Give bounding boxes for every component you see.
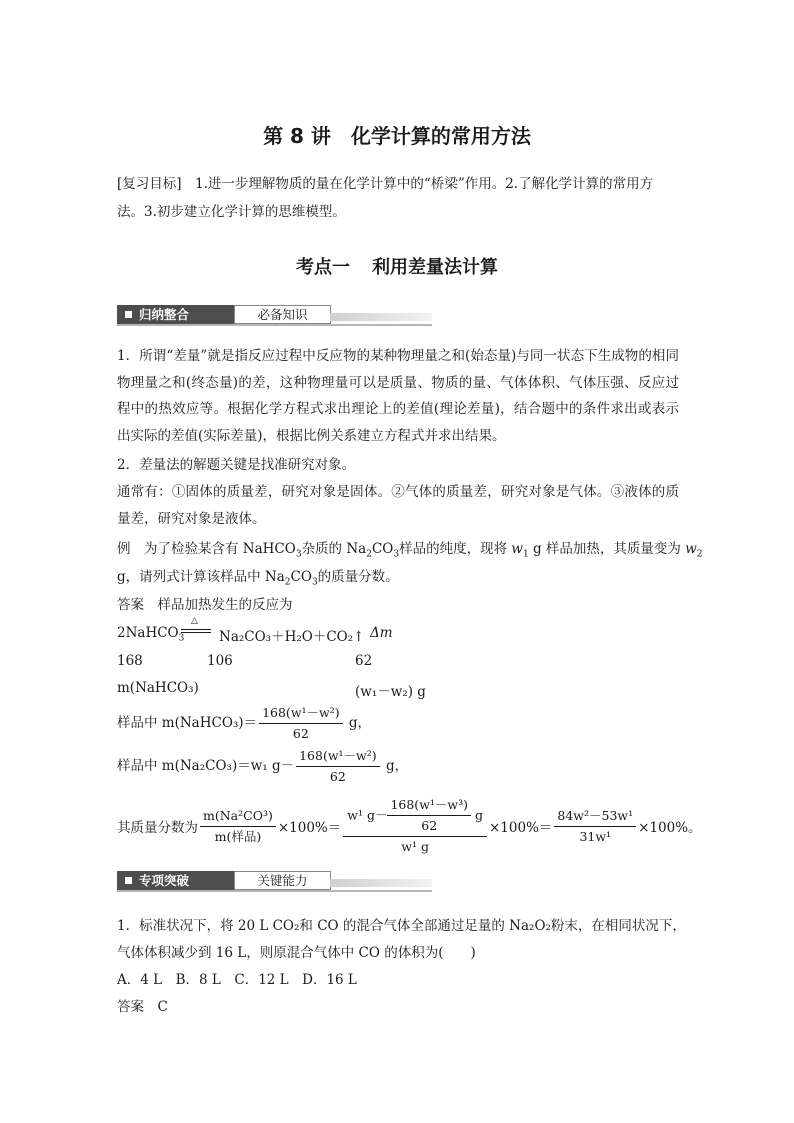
paragraph-definition: 1．所谓“差量”就是指反应过程中反应物的某种物理量之和(始态量)与同一状态下生成物的相同物理量之和(终态量)的差，这种物理量可以是质量、物质的量、气体体积、气体压强、反应过程中的热效应等。根据化学方程式求出理论上的差值(理论差量)，结合题中的条件求出或表示出实际的差值(实际差量)，根据比例关系建立方程式并求出结果。 — [117, 348, 679, 444]
section-title — [0, 253, 794, 279]
var-mass-nahco3: m(NaHCO₃) — [117, 680, 199, 696]
question-1-options: A．4 L B．8 L C．12 L D．16 L — [117, 972, 357, 988]
bar-gradient-rule — [330, 879, 432, 887]
bar-light-label: 必备知识 — [234, 305, 331, 324]
molar-mass-106: 106 — [207, 653, 233, 669]
objectives-line-1: [复习目标] 1.进一步理解物质的量在化学计算中的“桥梁”作用。2.了解化学计算的常用方 — [117, 176, 654, 192]
equation-delta: Δm — [370, 625, 393, 641]
bar-dark-label: 专项突破 — [117, 871, 234, 890]
section-bar-practice — [117, 869, 432, 893]
example-line-1: 例 为了检验某含有 NaHCO$_3$杂质的 $Na_2CO_3$样品的纯度，现将 $w_1$ g 样品加热，其质量变为 $w_2$ — [117, 541, 703, 560]
bar-light-label: 关键能力 — [234, 871, 331, 890]
bar-gradient-rule — [330, 313, 432, 321]
bar-dark-label: 归纳整合 — [117, 305, 234, 324]
title-lecture-number: 第 8 讲 — [263, 124, 331, 148]
objectives-line-2: 法。3.初步建立化学计算的思维模型。 — [117, 204, 346, 220]
calc-na2co3-mass: 样品中 m(Na₂CO₃)＝w₁ g－ $\frac{\text{168(w¹－w²)}}{62}$ g， — [117, 748, 409, 784]
molar-mass-168: 168 — [117, 653, 143, 669]
var-mass-diff: (w₁－w₂) g — [355, 684, 426, 700]
calc-nahco3-mass: 样品中 m(NaHCO₃)＝ $\frac{\text{168(w¹－w²)}}{62}$ g， — [117, 705, 372, 741]
question-1-line-1: 1．标准状况下，将 20 L CO₂和 CO 的混合气体全部通过足量的 Na₂O₂粉末，在相同状况下， — [117, 918, 686, 934]
answer-label: 答案 — [117, 999, 144, 1015]
answer-value: C — [157, 999, 168, 1015]
question-1-line-2: 气体体积减少到 16 L，则原混合气体中 CO 的体积为( ) — [117, 945, 476, 961]
paragraph-key-point: 2．差量法的解题关键是找准研究对象。 — [117, 457, 356, 473]
reaction-arrow — [181, 616, 211, 636]
equation-right: Na₂CO₃＋H₂O＋CO₂↑ — [219, 629, 365, 645]
molar-mass-62: 62 — [355, 653, 373, 669]
calc-mass-fraction: 其质量分数为 $\frac{\text{m(Na²CO³)}}{\text{m(样品)}}$ ×100%＝ w¹ g－ $\frac{\text{168(w¹－w³)}}{62}$ g w¹ g ×100%＝ $\frac{\text{84w²－53w¹}}{\text{31w¹}}$ ×100%。 — [117, 797, 702, 854]
answer-line: 答案 样品加热发生的反应为 — [117, 597, 293, 613]
question-1-answer — [117, 995, 168, 1015]
page-title — [0, 120, 794, 149]
answer-label: 答案 — [117, 597, 144, 613]
bar-underline — [117, 324, 432, 326]
square-bullet-icon — [125, 877, 132, 884]
section-number: 考点一 — [296, 257, 350, 278]
bar-underline — [117, 890, 432, 892]
heat-condition-icon: △ — [191, 616, 198, 626]
section-topic: 利用差量法计算 — [372, 257, 498, 278]
example-label: 例 — [117, 541, 131, 557]
equation-left: 2NaHCO$_3$ — [117, 625, 185, 644]
section-bar-induction — [117, 303, 432, 327]
example-line-2: g，请列式计算该样品中 $Na_2CO_3$的质量分数。 — [117, 569, 399, 588]
paragraph-common-types: 通常有：①固体的质量差，研究对象是固体。②气体的质量差，研究对象是气体。③液体的质量差，研究对象是液体。 — [117, 484, 679, 527]
square-bullet-icon — [125, 311, 132, 318]
title-topic: 化学计算的常用方法 — [350, 124, 531, 148]
